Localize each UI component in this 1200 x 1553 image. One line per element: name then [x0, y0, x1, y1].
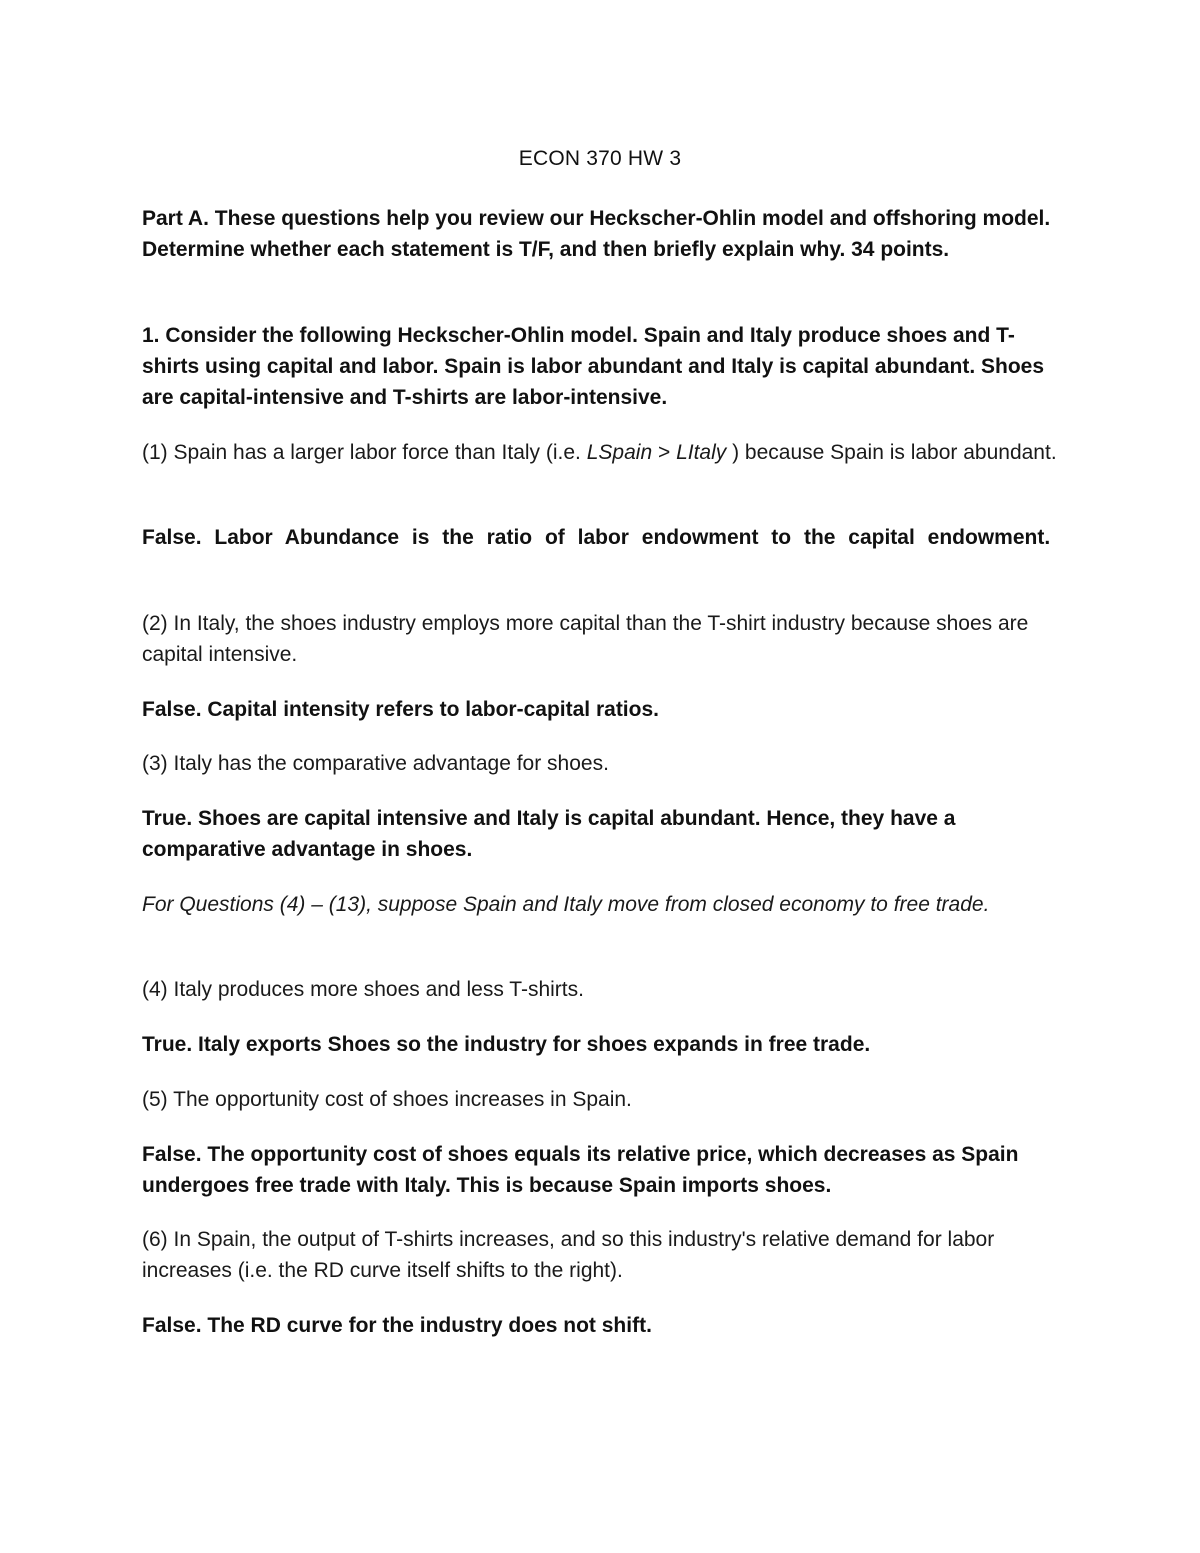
answer-3: True. Shoes are capital intensive and Italy is capital abundant. Hence, they have a comparative advantage in shoes.	[142, 807, 956, 861]
statement-1-gt: >	[652, 441, 677, 464]
statement-6: (6) In Spain, the output of T-shirts increases, and so this industry's relative demand for labor increases (i.e. the RD curve itself shifts to the right).	[142, 1228, 995, 1282]
answer-5: False. The opportunity cost of shoes equals its relative price, which decreases as Spain undergoes free trade with Italy. This is because Spain imports shoes.	[142, 1143, 1019, 1197]
answer-1: False. Labor Abundance is the ratio of labor endowment to the capital endowment.	[142, 526, 1051, 549]
statement-1-text-a: (1) Spain has a larger labor force than Italy (i.e.	[142, 441, 587, 464]
statement-3: (3) Italy has the comparative advantage for shoes.	[142, 752, 609, 775]
statement-1	[142, 437, 1058, 468]
answer-2: False. Capital intensity refers to labor-capital ratios.	[142, 698, 659, 721]
page-title: ECON 370 HW 3	[518, 147, 682, 170]
statement-2: (2) In Italy, the shoes industry employs more capital than the T-shirt industry because shoes are capital intensive.	[142, 612, 1029, 666]
statement-1-text-b: ) because Spain is labor abundant.	[726, 441, 1057, 464]
statement-1-var-italy: LItaly	[676, 441, 727, 464]
question-1-prompt: 1. Consider the following Heckscher-Ohlin model. Spain and Italy produce shoes and T- shirts using capital and labor. Spain is labor abundant and Italy is capital abundant. Shoes are capital-intensive and T-shirts are labor-intensive.	[142, 324, 1045, 409]
statement-1-var-spain: LSpain	[586, 441, 653, 464]
part-a-intro: Part A. These questions help you review our Heckscher-Ohlin model and offshoring model. Determine whether each statement is T/F, and then briefly explain why. 34 points.	[142, 207, 1051, 261]
answer-6: False. The RD curve for the industry does not shift.	[142, 1314, 652, 1337]
answer-4: True. Italy exports Shoes so the industry for shoes expands in free trade.	[142, 1033, 871, 1056]
section-note: For Questions (4) – (13), suppose Spain and Italy move from closed economy to free trade.	[142, 893, 990, 916]
statement-4: (4) Italy produces more shoes and less T-shirts.	[142, 978, 584, 1001]
statement-5: (5) The opportunity cost of shoes increases in Spain.	[142, 1088, 632, 1111]
